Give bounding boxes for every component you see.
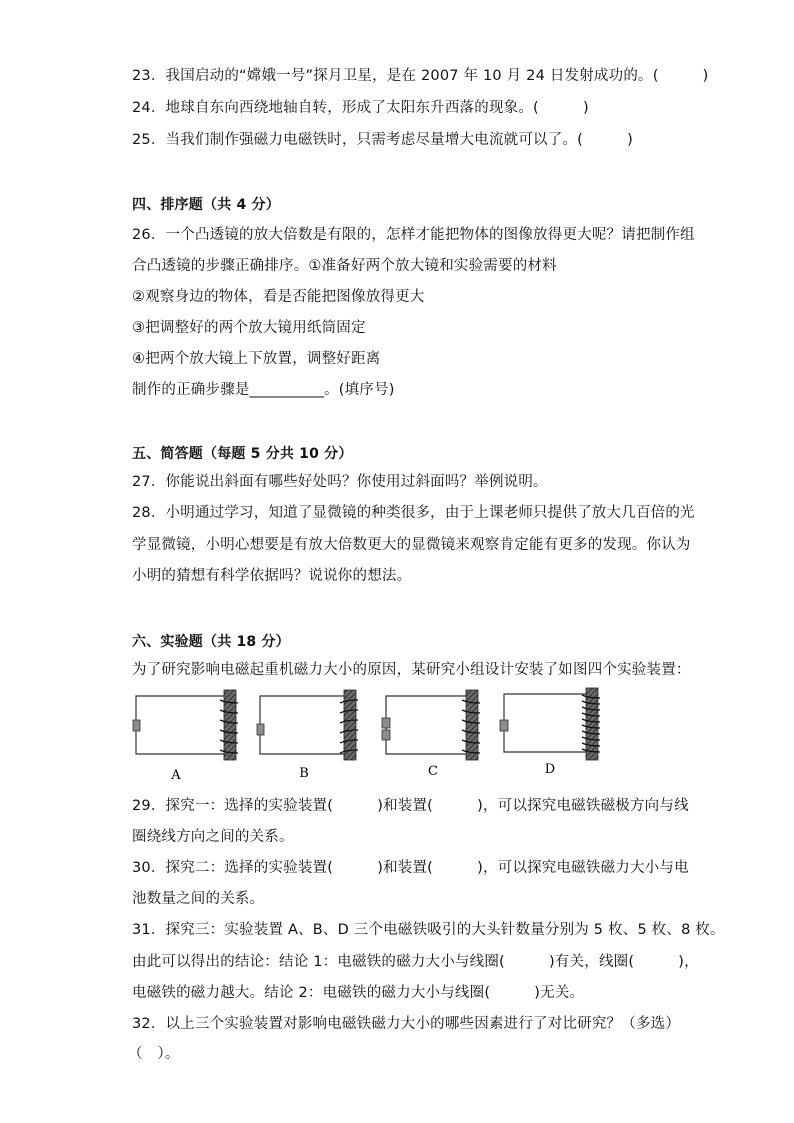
question-31-line-3: 电磁铁的磁力越大。结论 2：电磁铁的磁力大小与线圈( )无关。 [132, 985, 585, 1001]
question-23: 23．我国启动的“嫦娥一号”探月卫星，是在 2007 年 10 月 24 日发射成功的。( ) [132, 68, 709, 84]
sort-step-3: ③把调整好的两个放大镜用纸筒固定 [132, 320, 366, 336]
apparatus-c [382, 690, 480, 779]
question-28-line-3: 小明的猜想有科学依据吗？说说你的想法。 [132, 568, 412, 584]
iron-core-icon [224, 690, 236, 760]
question-30-line-2: 池数量之间的关系。 [132, 891, 265, 907]
question-29-line-1: 29．探究一：选择的实验装置( )和装置( )，可以探究电磁铁磁极方向与线 [132, 798, 689, 814]
experiment-intro: 为了研究影响电磁起重机磁力大小的原因，某研究小组设计安装了如图四个实验装置： [132, 662, 691, 678]
question-26-line-2: 合凸透镜的步骤正确排序。①准备好两个放大镜和实验需要的材料 [132, 258, 557, 274]
battery-icon [500, 720, 508, 731]
question-27: 27．你能说出斜面有哪些好处吗？你使用过斜面吗？举例说明。 [132, 474, 548, 490]
question-25: 25．当我们制作强磁力电磁铁时，只需考虑尽量增大电流就可以了。( ) [132, 132, 633, 148]
question-31-line-2: 由此可以得出的结论：结论 1：电磁铁的磁力大小与线圈( )有关，线圈( )， [132, 954, 699, 970]
question-26-line-1: 26．一个凸透镜的放大倍数是有限的，怎样才能把物体的图像放得更大呢？请把制作组 [132, 227, 695, 243]
iron-core-icon [466, 690, 478, 760]
question-29-line-2: 圈绕线方向之间的关系。 [132, 829, 294, 845]
sort-step-2: ②观察身边的物体，看是否能把图像放得更大 [132, 289, 425, 305]
apparatus-d [500, 688, 600, 777]
apparatus-label-a: A [171, 768, 181, 783]
question-24: 24．地球自东向西绕地轴自转，形成了太阳东升西落的现象。( ) [132, 100, 589, 116]
question-32-line-1: 32．以上三个实验装置对影响电磁铁磁力大小的哪些因素进行了对比研究？（多选） [132, 1016, 681, 1032]
battery-icon [257, 724, 264, 735]
question-28-line-1: 28．小明通过学习，知道了显微镜的种类很多，由于上课老师只提供了放大几百倍的光 [132, 505, 695, 521]
section-title-short-answer: 五、简答题（每题 5 分共 10 分） [132, 446, 353, 462]
apparatus-label-b: B [299, 766, 309, 781]
question-31-line-1: 31．探究三：实验装置 A、B、D 三个电磁铁吸引的大头针数量分别为 5 枚、5 枚、8 枚。 [132, 922, 725, 938]
iron-core-icon [586, 688, 598, 760]
apparatus-a [133, 690, 238, 783]
apparatus-label-d: D [544, 762, 556, 777]
battery-icon [133, 720, 140, 731]
apparatus-b [257, 690, 358, 781]
sort-answer-line: 制作的正确步骤是__________。(填序号) [132, 382, 395, 398]
section-title-experiment: 六、实验题（共 18 分） [132, 634, 290, 650]
question-30-line-1: 30．探究二：选择的实验装置( )和装置( )，可以探究电磁铁磁力大小与电 [132, 860, 689, 876]
apparatus-label-c: C [428, 764, 438, 779]
section-title-sorting: 四、排序题（共 4 分） [132, 197, 280, 213]
electromagnet-apparatus-figure [132, 684, 662, 784]
battery-icon [382, 718, 390, 728]
sort-step-4: ④把两个放大镜上下放置，调整好距离 [132, 351, 381, 367]
question-32-line-2: （ ）。 [128, 1046, 180, 1062]
question-28-line-2: 学显微镜，小明心想要是有放大倍数更大的显微镜来观察肯定能有更多的发现。你认为 [132, 537, 691, 553]
battery-icon [382, 730, 390, 740]
